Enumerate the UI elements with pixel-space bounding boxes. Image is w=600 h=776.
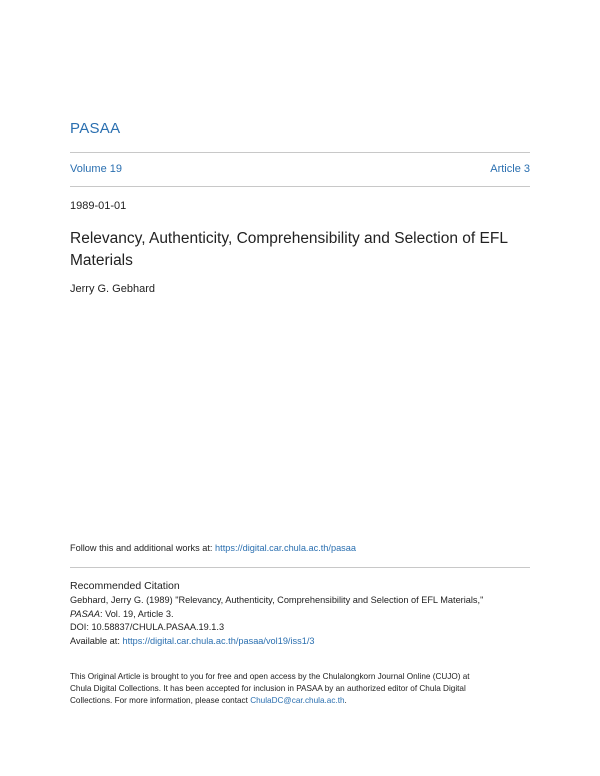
volume-link[interactable]: Volume 19 xyxy=(70,163,122,175)
citation-block xyxy=(70,594,535,648)
notice-line-2: Chula Digital Collections. It has been accepted for inclusion in PASAA by an authorized editor of Chula Digital xyxy=(70,684,466,694)
publication-date: 1989-01-01 xyxy=(70,200,127,212)
author-name: Jerry G. Gebhard xyxy=(70,283,155,295)
article-title: Relevancy, Authenticity, Comprehensibility and Selection of EFL Materials xyxy=(70,230,508,269)
notice-line-3 xyxy=(70,695,540,707)
divider-top xyxy=(70,152,530,153)
notice-contact-text: Collections. For more information, please contact xyxy=(70,696,251,706)
citation-volume: : Vol. 19, Article 3. xyxy=(99,608,174,619)
divider-bottom xyxy=(70,186,530,187)
citation-doi: DOI: 10.58837/CHULA.PASAA.19.1.3 xyxy=(70,622,225,633)
citation-journal: PASAA xyxy=(70,608,100,619)
citation-line-2 xyxy=(70,608,535,622)
article-link[interactable]: Article 3 xyxy=(490,163,530,175)
follow-text: Follow this and additional works at: xyxy=(70,543,216,553)
contact-email-link[interactable]: ChulaDC@car.chula.ac.th xyxy=(250,696,345,706)
recommended-citation-heading: Recommended Citation xyxy=(70,580,180,592)
divider-citation xyxy=(70,567,530,568)
notice-line-1: This Original Article is brought to you for free and open access by the Chulalongkorn Journal Online (CUJO) at xyxy=(70,672,470,681)
available-link[interactable]: https://digital.car.chula.ac.th/pasaa/vol19/iss1/3 xyxy=(122,635,315,646)
citation-available xyxy=(70,635,535,649)
follow-line xyxy=(70,543,356,553)
follow-link[interactable]: https://digital.car.chula.ac.th/pasaa xyxy=(215,543,356,553)
access-notice xyxy=(70,671,540,708)
citation-line-1: Gebhard, Jerry G. (1989) "Relevancy, Authenticity, Comprehensibility and Selection of EFL Materials," xyxy=(70,595,484,605)
available-label: Available at: xyxy=(70,635,123,646)
notice-end: . xyxy=(344,696,347,706)
journal-name[interactable]: PASAA xyxy=(70,120,121,137)
